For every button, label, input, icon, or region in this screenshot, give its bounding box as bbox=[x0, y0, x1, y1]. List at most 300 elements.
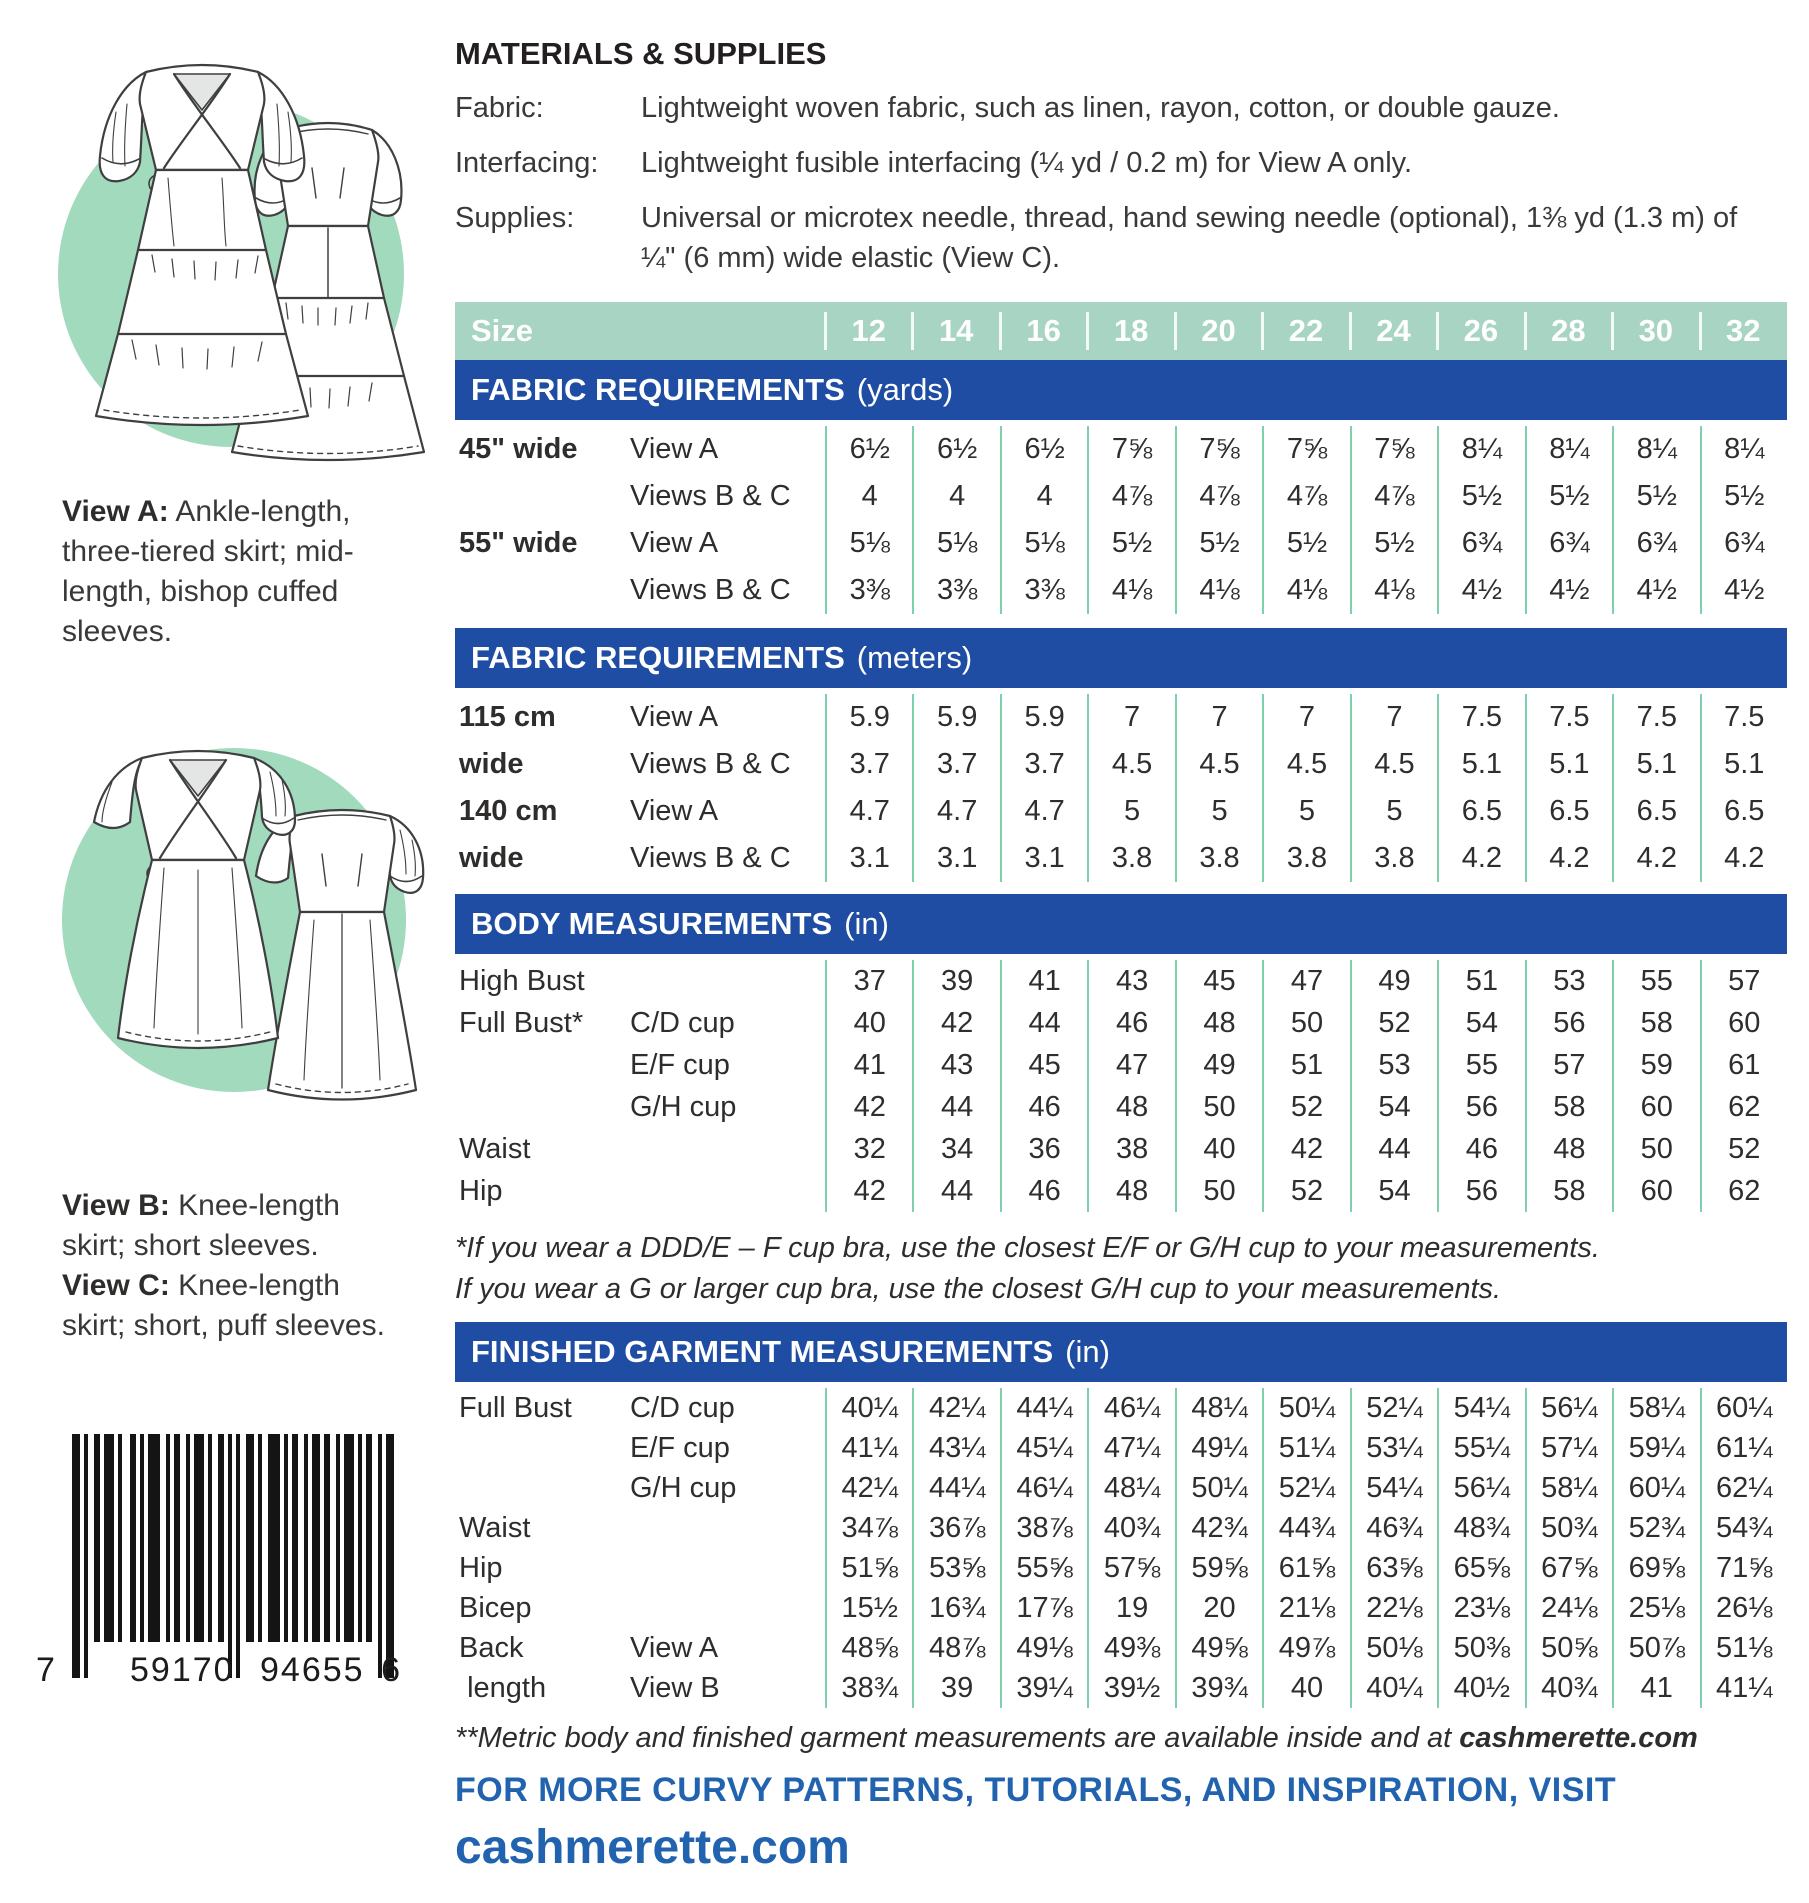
table-cell: 5½ bbox=[1700, 473, 1787, 520]
table-cell: 39½ bbox=[1087, 1668, 1174, 1708]
table-cell: 45 bbox=[1175, 960, 1262, 1002]
row-label: Waist bbox=[459, 1511, 531, 1544]
table-cell: 43 bbox=[912, 1044, 999, 1086]
table-cell: 8¼ bbox=[1612, 426, 1699, 473]
table-cell: 42¼ bbox=[825, 1468, 912, 1508]
table-cell: 6½ bbox=[1000, 426, 1087, 473]
table-cell: 4 bbox=[825, 473, 912, 520]
table-cell: 4⅞ bbox=[1262, 473, 1349, 520]
table-cell: 45¼ bbox=[1000, 1428, 1087, 1468]
table-cell: 49⅛ bbox=[1000, 1628, 1087, 1668]
table-cell: 48 bbox=[1175, 1002, 1262, 1044]
row-sublabel: G/H cup bbox=[630, 1471, 737, 1504]
row-label: wide bbox=[459, 748, 524, 780]
table-cell: 41 bbox=[1612, 1668, 1699, 1708]
table-cell: 40 bbox=[1175, 1128, 1262, 1170]
table-cell: 67⅝ bbox=[1525, 1548, 1612, 1588]
section-unit: (meters) bbox=[856, 640, 973, 675]
view-a-description bbox=[62, 492, 407, 652]
table-cell: 6¾ bbox=[1525, 520, 1612, 567]
row-sublabel: E/F cup bbox=[630, 1431, 730, 1464]
view-a-label: View A: bbox=[62, 495, 169, 528]
table-cell: 21⅛ bbox=[1262, 1588, 1349, 1628]
website-url: cashmerette.com bbox=[455, 1821, 850, 1874]
size-column-16: 16 bbox=[1000, 302, 1087, 360]
table-cell: 4.7 bbox=[825, 788, 912, 835]
barcode-bar bbox=[258, 1434, 262, 1642]
table-cell: 53¼ bbox=[1350, 1428, 1437, 1468]
table-cell: 59 bbox=[1612, 1044, 1699, 1086]
body-measurements-table bbox=[455, 954, 1787, 1212]
table-cell: 48⅝ bbox=[825, 1628, 912, 1668]
table-cell: 5.1 bbox=[1700, 741, 1787, 788]
table-cell: 4.7 bbox=[1000, 788, 1087, 835]
table-cell: 48⅞ bbox=[912, 1628, 999, 1668]
row-sublabel bbox=[630, 1588, 825, 1628]
table-cell: 54 bbox=[1350, 1086, 1437, 1128]
row-sublabel bbox=[630, 960, 825, 1002]
table-cell: 59¼ bbox=[1612, 1428, 1699, 1468]
view-c-line bbox=[62, 1266, 407, 1346]
row-sublabel: View A bbox=[630, 527, 719, 559]
table-cell: 40¾ bbox=[1087, 1508, 1174, 1548]
table-cell: 4½ bbox=[1612, 567, 1699, 614]
row-label: Hip bbox=[459, 1174, 503, 1207]
row-sublabel bbox=[630, 1128, 825, 1170]
table-cell: 5½ bbox=[1087, 520, 1174, 567]
table-cell: 6.5 bbox=[1612, 788, 1699, 835]
table-cell: 51¼ bbox=[1262, 1428, 1349, 1468]
table-cell: 5½ bbox=[1175, 520, 1262, 567]
section-header-finished-garment bbox=[455, 1322, 1787, 1382]
barcode-digit-right: 6 bbox=[381, 1651, 402, 1689]
table-cell: 17⅞ bbox=[1000, 1588, 1087, 1628]
table-cell: 4 bbox=[912, 473, 999, 520]
row-sublabel: C/D cup bbox=[630, 1006, 735, 1039]
size-column-26: 26 bbox=[1437, 302, 1524, 360]
table-cell: 50⅜ bbox=[1437, 1628, 1524, 1668]
barcode-bar bbox=[104, 1434, 114, 1642]
table-cell: 49 bbox=[1175, 1044, 1262, 1086]
table-cell: 5½ bbox=[1612, 473, 1699, 520]
table-cell: 5⅛ bbox=[825, 520, 912, 567]
table-cell: 51 bbox=[1437, 960, 1524, 1002]
table-cell: 4.2 bbox=[1612, 835, 1699, 882]
table-cell: 47¼ bbox=[1087, 1428, 1174, 1468]
barcode-bar bbox=[336, 1434, 340, 1642]
table-cell: 55¼ bbox=[1437, 1428, 1524, 1468]
table-cell: 58¼ bbox=[1525, 1468, 1612, 1508]
table-row bbox=[455, 1628, 1787, 1668]
barcode-bar bbox=[228, 1434, 232, 1678]
table-cell: 57 bbox=[1525, 1044, 1612, 1086]
view-b-line bbox=[62, 1186, 407, 1266]
table-cell: 5 bbox=[1350, 788, 1437, 835]
table-cell: 48¾ bbox=[1437, 1508, 1524, 1548]
visit-line: FOR MORE CURVY PATTERNS, TUTORIALS, AND INSPIRATION, VISIT bbox=[455, 1771, 1617, 1809]
table-cell: 4⅞ bbox=[1350, 473, 1437, 520]
table-cell: 36⅞ bbox=[912, 1508, 999, 1548]
table-cell: 60 bbox=[1700, 1002, 1787, 1044]
table-cell: 3.1 bbox=[912, 835, 999, 882]
row-label bbox=[455, 1468, 630, 1508]
table-row bbox=[455, 1668, 1787, 1708]
table-cell: 4.7 bbox=[912, 788, 999, 835]
table-cell: 7 bbox=[1350, 694, 1437, 741]
section-title: FINISHED GARMENT MEASUREMENTS bbox=[471, 1334, 1054, 1369]
table-cell: 3.1 bbox=[825, 835, 912, 882]
table-cell: 40 bbox=[1262, 1668, 1349, 1708]
table-cell: 4.2 bbox=[1525, 835, 1612, 882]
table-cell: 45 bbox=[1000, 1044, 1087, 1086]
table-cell: 57⅝ bbox=[1087, 1548, 1174, 1588]
table-cell: 50 bbox=[1175, 1170, 1262, 1212]
barcode-digit-group2: 94655 bbox=[260, 1651, 365, 1689]
table-cell: 58 bbox=[1612, 1002, 1699, 1044]
table-cell: 49¼ bbox=[1175, 1428, 1262, 1468]
materials-title: MATERIALS & SUPPLIES bbox=[455, 36, 827, 71]
table-cell: 5.9 bbox=[912, 694, 999, 741]
table-cell: 3.8 bbox=[1087, 835, 1174, 882]
table-row bbox=[455, 1468, 1787, 1508]
row-sublabel: C/D cup bbox=[630, 1391, 735, 1424]
row-label: Full Bust* bbox=[459, 1006, 584, 1039]
barcode-bar bbox=[186, 1434, 190, 1642]
table-cell: 5.1 bbox=[1437, 741, 1524, 788]
table-cell: 60¼ bbox=[1612, 1468, 1699, 1508]
size-column-24: 24 bbox=[1350, 302, 1437, 360]
table-cell: 51⅛ bbox=[1700, 1628, 1787, 1668]
table-cell: 3.8 bbox=[1350, 835, 1437, 882]
row-sublabel: View A bbox=[630, 1631, 719, 1664]
row-sublabel: Views B & C bbox=[630, 748, 791, 780]
table-cell: 54¾ bbox=[1700, 1508, 1787, 1548]
row-sublabel: View A bbox=[630, 433, 719, 465]
table-cell: 58 bbox=[1525, 1086, 1612, 1128]
table-cell: 4.5 bbox=[1175, 741, 1262, 788]
table-cell: 19 bbox=[1087, 1588, 1174, 1628]
barcode-bar bbox=[344, 1434, 354, 1642]
table-cell: 56 bbox=[1437, 1086, 1524, 1128]
table-cell: 4.5 bbox=[1262, 741, 1349, 788]
table-row bbox=[455, 741, 1787, 788]
size-column-14: 14 bbox=[912, 302, 999, 360]
table-cell: 5.1 bbox=[1525, 741, 1612, 788]
barcode-bars bbox=[72, 1434, 394, 1678]
table-row bbox=[455, 1044, 1787, 1086]
table-cell: 41¼ bbox=[1700, 1668, 1787, 1708]
table-row bbox=[455, 1388, 1787, 1428]
table-cell: 53 bbox=[1525, 960, 1612, 1002]
size-column-28: 28 bbox=[1525, 302, 1612, 360]
table-cell: 61 bbox=[1700, 1044, 1787, 1086]
table-cell: 58 bbox=[1525, 1170, 1612, 1212]
table-cell: 56 bbox=[1525, 1002, 1612, 1044]
table-cell: 7 bbox=[1262, 694, 1349, 741]
table-cell: 41 bbox=[1000, 960, 1087, 1002]
table-cell: 54¼ bbox=[1437, 1388, 1524, 1428]
row-sublabel: View B bbox=[630, 1671, 720, 1704]
table-cell: 23⅛ bbox=[1437, 1588, 1524, 1628]
row-label: length bbox=[459, 1671, 547, 1704]
table-cell: 56¼ bbox=[1525, 1388, 1612, 1428]
table-row bbox=[455, 1170, 1787, 1212]
table-cell: 49⅞ bbox=[1262, 1628, 1349, 1668]
table-cell: 40½ bbox=[1437, 1668, 1524, 1708]
row-sublabel: Views B & C bbox=[630, 842, 791, 874]
barcode-bar bbox=[84, 1434, 88, 1678]
table-cell: 6¾ bbox=[1700, 520, 1787, 567]
row-sublabel bbox=[630, 1548, 825, 1588]
section-unit: (in) bbox=[844, 906, 889, 941]
table-cell: 42¼ bbox=[912, 1388, 999, 1428]
barcode-bar bbox=[194, 1434, 204, 1642]
view-b-illustration bbox=[22, 664, 444, 1124]
barcode-bar bbox=[268, 1434, 280, 1642]
table-cell: 44¼ bbox=[912, 1468, 999, 1508]
row-label: 55" wide bbox=[459, 527, 578, 559]
table-cell: 50 bbox=[1262, 1002, 1349, 1044]
table-cell: 54 bbox=[1350, 1170, 1437, 1212]
table-row bbox=[455, 520, 1787, 567]
table-cell: 46 bbox=[1000, 1170, 1087, 1212]
table-cell: 52 bbox=[1262, 1170, 1349, 1212]
table-cell: 50¼ bbox=[1262, 1388, 1349, 1428]
table-cell: 3.1 bbox=[1000, 835, 1087, 882]
barcode-bar bbox=[72, 1434, 80, 1678]
cup-footnote bbox=[455, 1228, 1787, 1310]
table-cell: 53 bbox=[1350, 1044, 1437, 1086]
size-column-18: 18 bbox=[1087, 302, 1174, 360]
cup-footnote-line1: *If you wear a DDD/E – F cup bra, use the closest E/F or G/H cup to your measurements. bbox=[455, 1232, 1600, 1264]
row-label: 45" wide bbox=[459, 433, 578, 465]
table-cell: 58¼ bbox=[1612, 1388, 1699, 1428]
barcode-bar bbox=[236, 1434, 240, 1678]
metric-note-site: cashmerette.com bbox=[1459, 1722, 1698, 1754]
table-cell: 57 bbox=[1700, 960, 1787, 1002]
table-cell: 3.7 bbox=[1000, 741, 1087, 788]
table-row bbox=[455, 788, 1787, 835]
table-cell: 48 bbox=[1087, 1086, 1174, 1128]
table-cell: 44 bbox=[912, 1170, 999, 1212]
table-cell: 3.7 bbox=[912, 741, 999, 788]
fabric-requirements-yards-table bbox=[455, 420, 1787, 614]
table-cell: 51⅝ bbox=[825, 1548, 912, 1588]
table-cell: 34⅞ bbox=[825, 1508, 912, 1548]
table-cell: 61¼ bbox=[1700, 1428, 1787, 1468]
table-cell: 46 bbox=[1000, 1086, 1087, 1128]
table-cell: 46¼ bbox=[1087, 1388, 1174, 1428]
table-cell: 48 bbox=[1087, 1170, 1174, 1212]
table-cell: 16¾ bbox=[912, 1588, 999, 1628]
table-cell: 42 bbox=[912, 1002, 999, 1044]
table-cell: 3.7 bbox=[825, 741, 912, 788]
table-cell: 42¾ bbox=[1175, 1508, 1262, 1548]
table-cell: 8¼ bbox=[1700, 426, 1787, 473]
table-cell: 55⅝ bbox=[1000, 1548, 1087, 1588]
table-row bbox=[455, 1128, 1787, 1170]
barcode-digit-left: 7 bbox=[36, 1651, 57, 1689]
table-cell: 69⅝ bbox=[1612, 1548, 1699, 1588]
size-header-bar bbox=[455, 302, 1787, 360]
row-label bbox=[455, 1044, 630, 1086]
table-cell: 50¾ bbox=[1525, 1508, 1612, 1548]
table-cell: 5⅛ bbox=[1000, 520, 1087, 567]
row-sublabel: View A bbox=[630, 795, 719, 827]
table-cell: 8¼ bbox=[1525, 426, 1612, 473]
table-cell: 47 bbox=[1262, 960, 1349, 1002]
size-column-20: 20 bbox=[1175, 302, 1262, 360]
table-cell: 4⅛ bbox=[1350, 567, 1437, 614]
table-row bbox=[455, 1588, 1787, 1628]
table-row bbox=[455, 1428, 1787, 1468]
row-sublabel: E/F cup bbox=[630, 1048, 730, 1081]
table-cell: 4⅞ bbox=[1087, 473, 1174, 520]
table-cell: 25⅛ bbox=[1612, 1588, 1699, 1628]
table-cell: 43 bbox=[1087, 960, 1174, 1002]
materials-label-interfacing: Interfacing: bbox=[455, 147, 599, 179]
metric-note bbox=[455, 1722, 1787, 1755]
table-cell: 6.5 bbox=[1437, 788, 1524, 835]
table-cell: 50⅝ bbox=[1525, 1628, 1612, 1668]
table-cell: 5.9 bbox=[825, 694, 912, 741]
table-cell: 5½ bbox=[1437, 473, 1524, 520]
table-cell: 52¼ bbox=[1262, 1468, 1349, 1508]
table-cell: 3⅜ bbox=[1000, 567, 1087, 614]
view-b-label: View B: bbox=[62, 1189, 170, 1222]
table-cell: 51 bbox=[1262, 1044, 1349, 1086]
barcode-bar bbox=[312, 1434, 320, 1642]
section-unit: (yards) bbox=[856, 372, 954, 407]
row-label: 115 cm bbox=[459, 701, 556, 733]
metric-note-text: **Metric body and finished garment measurements are available inside and at bbox=[455, 1722, 1460, 1754]
section-title: FABRIC REQUIREMENTS bbox=[471, 372, 845, 407]
table-cell: 46¼ bbox=[1000, 1468, 1087, 1508]
section-header-fabric-meters bbox=[455, 628, 1787, 688]
fabric-requirements-meters-table bbox=[455, 688, 1787, 882]
table-cell: 32 bbox=[825, 1128, 912, 1170]
table-cell: 44 bbox=[1350, 1128, 1437, 1170]
table-cell: 36 bbox=[1000, 1128, 1087, 1170]
row-sublabel bbox=[630, 1170, 825, 1212]
barcode-digit-group1: 59170 bbox=[130, 1651, 235, 1689]
materials-label-fabric: Fabric: bbox=[455, 92, 544, 124]
table-cell: 50⅛ bbox=[1350, 1628, 1437, 1668]
barcode-bar bbox=[246, 1434, 254, 1642]
table-cell: 60 bbox=[1612, 1170, 1699, 1212]
table-cell: 42 bbox=[1262, 1128, 1349, 1170]
table-cell: 4.2 bbox=[1437, 835, 1524, 882]
table-row bbox=[455, 1002, 1787, 1044]
table-cell: 3.8 bbox=[1175, 835, 1262, 882]
table-cell: 60¼ bbox=[1700, 1388, 1787, 1428]
barcode-bar bbox=[140, 1434, 144, 1642]
table-cell: 7⅝ bbox=[1262, 426, 1349, 473]
barcode-bar bbox=[94, 1434, 100, 1642]
size-header-label: Size bbox=[471, 313, 534, 348]
table-cell: 41¼ bbox=[825, 1428, 912, 1468]
row-label: Hip bbox=[459, 1551, 503, 1584]
table-cell: 50¼ bbox=[1175, 1468, 1262, 1508]
table-cell: 4⅞ bbox=[1175, 473, 1262, 520]
table-cell: 4 bbox=[1000, 473, 1087, 520]
cup-footnote-line2: If you wear a G or larger cup bra, use the closest G/H cup to your measurements. bbox=[455, 1273, 1502, 1305]
view-c-text: Knee-length skirt; short, puff sleeves. bbox=[62, 1269, 385, 1342]
table-cell: 4.2 bbox=[1700, 835, 1787, 882]
barcode-bar bbox=[366, 1434, 372, 1642]
table-cell: 7 bbox=[1175, 694, 1262, 741]
row-label: Full Bust bbox=[459, 1391, 572, 1424]
barcode-bar bbox=[324, 1434, 330, 1642]
table-row bbox=[455, 1548, 1787, 1588]
table-cell: 4½ bbox=[1700, 567, 1787, 614]
table-cell: 54¼ bbox=[1350, 1468, 1437, 1508]
table-cell: 44 bbox=[912, 1086, 999, 1128]
table-cell: 39¾ bbox=[1175, 1668, 1262, 1708]
table-row bbox=[455, 960, 1787, 1002]
table-cell: 40¾ bbox=[1525, 1668, 1612, 1708]
table-cell: 7 bbox=[1087, 694, 1174, 741]
table-cell: 47 bbox=[1087, 1044, 1174, 1086]
table-cell: 22⅛ bbox=[1350, 1588, 1437, 1628]
view-c-label: View C: bbox=[62, 1269, 170, 1302]
table-cell: 55 bbox=[1612, 960, 1699, 1002]
table-cell: 4⅛ bbox=[1175, 567, 1262, 614]
barcode-bar bbox=[304, 1434, 308, 1642]
table-row bbox=[455, 1086, 1787, 1128]
table-row bbox=[455, 1508, 1787, 1548]
table-cell: 8¼ bbox=[1437, 426, 1524, 473]
row-sublabel: Views B & C bbox=[630, 574, 791, 606]
barcode-bar bbox=[130, 1434, 136, 1642]
table-cell: 3⅜ bbox=[825, 567, 912, 614]
table-cell: 50 bbox=[1612, 1128, 1699, 1170]
table-cell: 26⅛ bbox=[1700, 1588, 1787, 1628]
table-cell: 52 bbox=[1350, 1002, 1437, 1044]
table-cell: 71⅝ bbox=[1700, 1548, 1787, 1588]
table-cell: 41 bbox=[825, 1044, 912, 1086]
table-cell: 40 bbox=[825, 1002, 912, 1044]
table-cell: 40¼ bbox=[825, 1388, 912, 1428]
table-cell: 62 bbox=[1700, 1086, 1787, 1128]
table-cell: 56¼ bbox=[1437, 1468, 1524, 1508]
table-cell: 6.5 bbox=[1525, 788, 1612, 835]
table-cell: 48¼ bbox=[1175, 1388, 1262, 1428]
barcode-bar bbox=[208, 1434, 212, 1642]
barcode-bar bbox=[378, 1434, 382, 1678]
table-cell: 43¼ bbox=[912, 1428, 999, 1468]
size-column-30: 30 bbox=[1612, 302, 1699, 360]
table-cell: 46 bbox=[1087, 1002, 1174, 1044]
table-cell: 5.9 bbox=[1000, 694, 1087, 741]
table-cell: 44¾ bbox=[1262, 1508, 1349, 1548]
barcode-bar bbox=[174, 1434, 180, 1642]
barcode-bar bbox=[148, 1434, 160, 1642]
row-sublabel: G/H cup bbox=[630, 1090, 737, 1123]
finished-garment-measurements-table bbox=[455, 1382, 1787, 1708]
table-cell: 5½ bbox=[1350, 520, 1437, 567]
table-cell: 3⅜ bbox=[912, 567, 999, 614]
table-cell: 52 bbox=[1700, 1128, 1787, 1170]
row-label bbox=[455, 473, 630, 520]
table-cell: 4⅛ bbox=[1087, 567, 1174, 614]
table-cell: 34 bbox=[912, 1128, 999, 1170]
table-cell: 5⅛ bbox=[912, 520, 999, 567]
table-cell: 15½ bbox=[825, 1588, 912, 1628]
barcode-bar bbox=[118, 1434, 122, 1642]
table-cell: 54 bbox=[1437, 1002, 1524, 1044]
table-row bbox=[455, 694, 1787, 741]
